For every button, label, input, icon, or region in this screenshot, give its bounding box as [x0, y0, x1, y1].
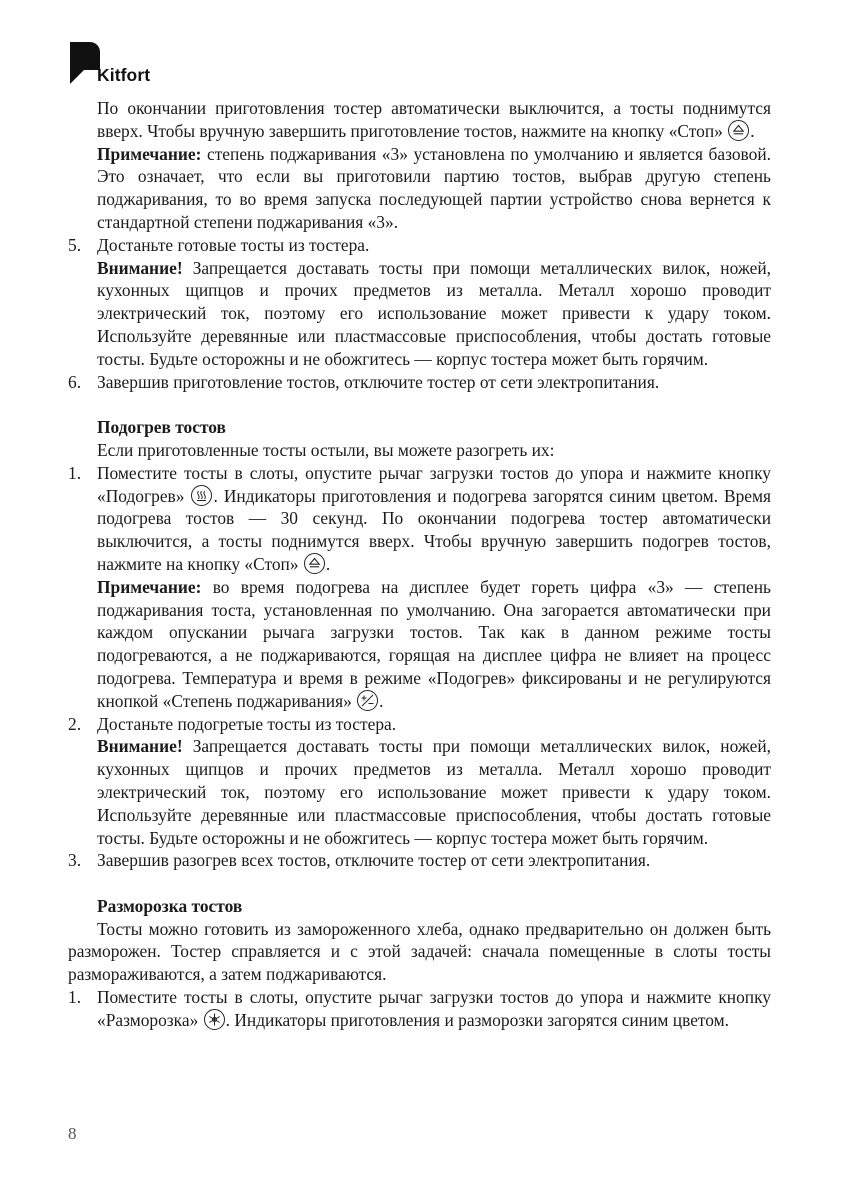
list-item: 1. Поместите тосты в слоты, опустите рычаг загрузки тостов до упора и нажмите кнопку «Подогрев» . Индикаторы приготовления и подогрева загорятся синим цветом. Время подогрева тостов — 30 секунд. По окончании подогрева тостер автоматически выключится, а тосты поднимутся вверх. Чтобы вручную завершить подогрев тостов, нажмите на кнопку «Стоп» . Примечание: во время подогрева на дисплее будет гореть цифра «3» — степень поджаривания тоста, установленная по умолчанию. Она загорается автоматически при каждом опускании рычага загрузки тостов. Так как в данном режиме тосты подогреваются, а не поджариваются, горящая на дисплее цифра не влияет на процесс подогрева. Температура и время в режиме «Подогрев» фиксированы и не регулируются кнопкой «Степень поджаривания» . [68, 462, 771, 711]
list-item: 3. Завершив разогрев всех тостов, отключите тостер от сети электропитания. [68, 850, 651, 871]
warning-label: Внимание! [97, 257, 183, 278]
stop-button-icon [728, 120, 749, 141]
list-item: 6. Завершив приготовление тостов, отключите тостер от сети электропитания. [68, 371, 660, 392]
section-heading-defrost: Разморозка тостов [97, 895, 243, 916]
reheat-intro: Если приготовленные тосты остыли, вы можете разогреть их: [97, 439, 555, 460]
list-item: 5. Достаньте готовые тосты из тостера. Внимание! Запрещается доставать тосты при помощи металлических вилок, ножей, кухонных щипцов и прочих предметов из металла. Металл хорошо проводит электрический ток, поэтому его использование может привести к удару током. Используйте деревянные или пластмассовые приспособления, чтобы достать готовые тосты. Будьте осторожны и не обожгитесь — корпус тостера может быть горячим. [68, 234, 771, 369]
stop-button-icon [304, 553, 325, 574]
note-label: Примечание: [97, 143, 202, 164]
note-paragraph: Примечание: степень поджаривания «3» установлена по умолчанию и является базовой. Это означает, что если вы приготовили партию тостов, выбрав другую степень поджаривания, то во время запуска последующей партии устройство снова вернется к стандартной степени поджаривания «3». [97, 143, 771, 232]
list-item: 2. Достаньте подогретые тосты из тостера. Внимание! Запрещается доставать тосты при помощи металлических вилок, ножей, кухонных щипцов и прочих предметов из металла. Металл хорошо проводит электрический ток, поэтому его использование может привести к удару током. Используйте деревянные или пластмассовые приспособления, чтобы достать готовые тосты. Будьте осторожны и не обожгитесь — корпус тостера может быть горячим. [68, 713, 771, 848]
warning-label: Внимание! [97, 736, 183, 757]
list-item: 1. Поместите тосты в слоты, опустите рычаг загрузки тостов до упора и нажмите кнопку «Разморозка» . Индикаторы приготовления и разморозки загорятся синим цветом. [68, 987, 771, 1030]
brand-name: Kitfort [97, 65, 151, 85]
paragraph-cooking-end: По окончании приготовления тостер автоматически выключится, а тосты поднимутся вверх. Чтобы вручную завершить приготовление тостов, нажмите на кнопку «Стоп» . [97, 98, 771, 141]
defrost-intro: Тосты можно готовить из замороженного хлеба, однако предварительно он должен быть разморожен. Тостер справляется и с этой задачей: сначала помещенные в слоты тосты размораживаются, а затем поджариваются. [68, 918, 771, 985]
manual-body [68, 97, 771, 1032]
browning-level-icon [357, 690, 378, 711]
note-label: Примечание: [97, 576, 202, 597]
kitfort-logo [68, 40, 168, 86]
defrost-button-icon [204, 1009, 225, 1030]
reheat-button-icon [191, 485, 212, 506]
section-heading-reheat: Подогрев тостов [97, 417, 226, 438]
page-number: 8 [68, 1124, 77, 1143]
